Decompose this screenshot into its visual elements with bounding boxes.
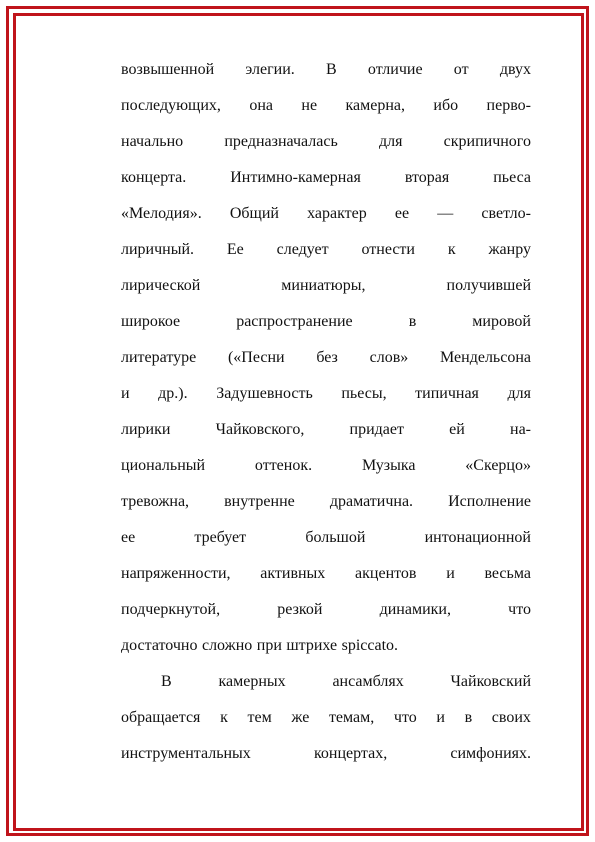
text-line: лирической миниатюры, получившей — [121, 277, 531, 294]
text-line: напряженности, активных акцентов и весьма — [121, 565, 531, 582]
text-line: инструментальных концертах, симфониях. — [121, 745, 531, 762]
text-line: ее требует большой интонационной — [121, 529, 531, 546]
text-line: концерта. Интимно-камерная вторая пьеса — [121, 169, 531, 186]
paragraph — [121, 672, 531, 780]
text-line: подчеркнутой, резкой динамики, что — [121, 601, 531, 618]
text-line: достаточно сложно при штрихе spiccato. — [121, 637, 399, 654]
body-text — [121, 60, 531, 780]
text-line: лиричный. Ее следует отнести к жанру — [121, 241, 531, 258]
text-line: тревожна, внутренне драматична. Исполнение — [121, 493, 531, 510]
text-line: широкое распространение в мировой — [121, 313, 531, 330]
paragraph — [121, 60, 531, 672]
text-line: последующих, она не камерна, ибо перво- — [121, 97, 531, 114]
text-line: циональный оттенок. Музыка «Скерцо» — [121, 457, 531, 474]
text-line: возвышенной элегии. В отличие от двух — [121, 61, 531, 78]
text-line: и др.). Задушевность пьесы, типичная для — [121, 385, 531, 402]
text-line: литературе («Песни без слов» Мендельсона — [121, 349, 531, 366]
text-line: лирики Чайковского, придает ей на- — [121, 421, 531, 438]
text-line: начально предназначалась для скрипичного — [121, 133, 531, 150]
text-line: В камерных ансамблях Чайковский — [161, 673, 531, 690]
text-line: обращается к тем же темам, что и в своих — [121, 709, 531, 726]
text-line: «Мелодия». Общий характер ее — светло- — [121, 205, 531, 222]
